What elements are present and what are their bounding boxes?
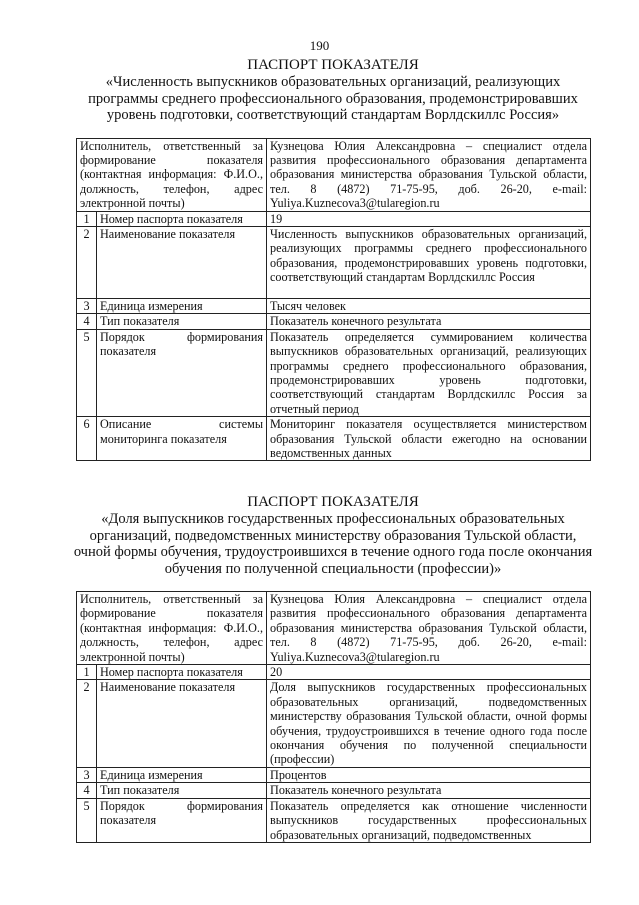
- executor-value: Кузнецова Юлия Александровна – специалист отдела развития профессионального образования департамента образования министерства образования Тульской области, тел. 8 (4872) 71-75-95, доб. 26-20, e-mail: Yuliya.Kuznecova3@tularegion.ru: [267, 138, 591, 211]
- executor-label: Исполнитель, ответственный за формирование показателя (контактная информация: Ф.И.О., должность, телефон, адрес электронной почты): [77, 592, 267, 665]
- table-row: [77, 211, 591, 226]
- row-value: Численность выпускников образовательных организаций, реализующих программы среднего профессионального образования, продемонстрировавших уровень подготовки, соответствующий стандартам Ворлдскиллс Россия: [267, 226, 591, 298]
- row-value: 19: [267, 211, 591, 226]
- indicator-passport-19: [76, 57, 590, 461]
- row-label: Тип показателя: [97, 314, 267, 329]
- row-label: Номер паспорта показателя: [97, 665, 267, 680]
- row-number: 2: [77, 680, 97, 767]
- table-row: [77, 798, 591, 842]
- passport-heading: ПАСПОРТ ПОКАЗАТЕЛЯ: [247, 57, 419, 73]
- table-row: [77, 298, 591, 313]
- row-number: 1: [77, 665, 97, 680]
- table-row: [77, 417, 591, 461]
- row-value: Показатель конечного результата: [267, 783, 591, 798]
- passport-subtitle: «Численность выпускников образовательных организаций, реализующих программы среднего профессионального образования, продемонстрировавших уровень подготовки, соответствующий стандартам Ворлдскиллс Россия»: [88, 74, 578, 123]
- row-label: Номер паспорта показателя: [97, 211, 267, 226]
- row-number: 3: [77, 298, 97, 313]
- row-value: Доля выпускников государственных профессиональных образовательных организаций, подведомственных министерству образования Тульской области, очной формы обучения, трудоустроившихся в течение одного года после окончания обучения по полученной специальности (профессии): [267, 680, 591, 767]
- row-label: Порядок формирования показателя: [97, 329, 267, 416]
- row-value: Процентов: [267, 767, 591, 782]
- table-row: [77, 783, 591, 798]
- row-number: 4: [77, 314, 97, 329]
- passport-subtitle: «Доля выпускников государственных профессиональных образовательных организаций, подведомственных министерству образования Тульской области, очной формы обучения, трудоустроившихся в течение одного года после окончания обучения по полученной специальности (профессии)»: [73, 511, 593, 577]
- row-value: Мониторинг показателя осуществляется министерством образования Тульской области ежегодно на основании ведомственных данных: [267, 417, 591, 461]
- indicator-passport-20: [73, 494, 593, 843]
- row-label: Единица измерения: [97, 298, 267, 313]
- row-value: Показатель определяется как отношение численности выпускников государственных профессиональных образовательных организаций, подведомственных: [267, 798, 591, 842]
- row-value: 20: [267, 665, 591, 680]
- table-row: [77, 680, 591, 767]
- row-number: 3: [77, 767, 97, 782]
- row-number: 5: [77, 329, 97, 416]
- row-value: Тысяч человек: [267, 298, 591, 313]
- table-row: [77, 138, 591, 211]
- table-row: [77, 665, 591, 680]
- row-number: 5: [77, 798, 97, 842]
- row-label: Тип показателя: [97, 783, 267, 798]
- table-row: [77, 592, 591, 665]
- page-number: 190: [309, 38, 330, 53]
- row-label: Наименование показателя: [97, 226, 267, 298]
- row-number: 2: [77, 226, 97, 298]
- row-label: Описание системы мониторинга показателя: [97, 417, 267, 461]
- row-label: Порядок формирования показателя: [97, 798, 267, 842]
- row-number: 4: [77, 783, 97, 798]
- row-number: 1: [77, 211, 97, 226]
- table-row: [77, 226, 591, 298]
- executor-label: Исполнитель, ответственный за формирование показателя (контактная информация: Ф.И.О., должность, телефон, адрес электронной почты): [77, 138, 267, 211]
- passport-table: [76, 591, 591, 843]
- row-value: Показатель определяется суммированием количества выпускников образовательных организаций, реализующих программы среднего профессионального образования, продемонстрировавших уровень подготовки, соответствующий стандартам Ворлдскиллс Россия за отчетный период: [267, 329, 591, 416]
- table-row: [77, 329, 591, 416]
- row-number: 6: [77, 417, 97, 461]
- row-value: Показатель конечного результата: [267, 314, 591, 329]
- table-row: [77, 314, 591, 329]
- row-label: Наименование показателя: [97, 680, 267, 767]
- row-label: Единица измерения: [97, 767, 267, 782]
- executor-value: Кузнецова Юлия Александровна – специалист отдела развития профессионального образования департамента образования министерства образования Тульской области, тел. 8 (4872) 71-75-95, доб. 26-20, e-mail: Yuliya.Kuznecova3@tularegion.ru: [267, 592, 591, 665]
- passport-table: [76, 138, 591, 462]
- table-row: [77, 767, 591, 782]
- passport-heading: ПАСПОРТ ПОКАЗАТЕЛЯ: [247, 494, 419, 510]
